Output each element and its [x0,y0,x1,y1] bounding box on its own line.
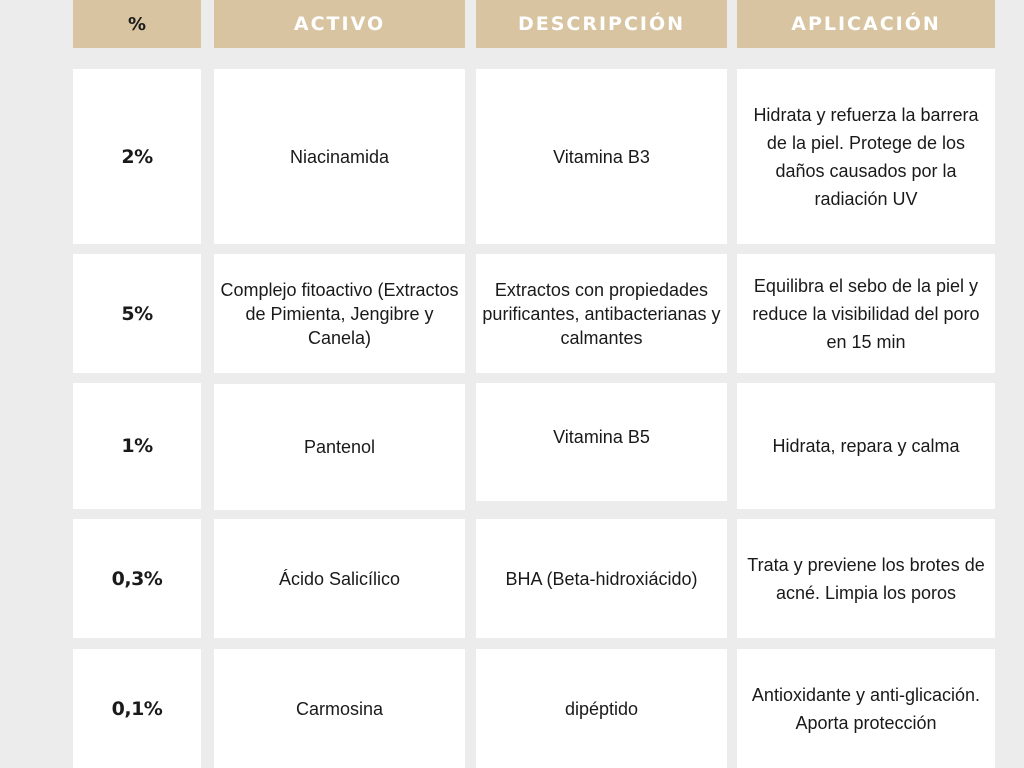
table-cell-descripcion [476,383,727,501]
table-cell-aplicacion [737,254,995,373]
aplicacion-value: Trata y previene los brotes de acné. Limpia los poros [747,554,985,603]
descripcion-value: Vitamina B5 [553,427,650,447]
percent-value: 5% [121,302,153,325]
header-activo-label: ACTIVO [293,13,386,35]
header-aplicacion [737,0,995,48]
table-cell-activo [214,69,465,244]
activo-value: Pantenol [303,437,376,457]
descripcion-value: Vitamina B3 [553,146,650,167]
descripcion-value: BHA (Beta-hidroxiácido) [505,568,698,589]
aplicacion-value: Hidrata, repara y calma [772,436,960,456]
aplicacion-value: Hidrata y refuerza la barrera de la piel. Protege de los daños causados por la radiación UV [753,104,979,209]
aplicacion-value: Equilibra el sebo de la piel y reduce la visibilidad del poro en 15 min [752,275,980,352]
table-cell-activo [214,384,465,510]
percent-value: 2% [121,145,153,168]
descripcion-value: dipéptido [564,698,639,719]
header-descripcion-label: DESCRIPCIÓN [517,13,686,35]
table-cell-percent [73,69,201,244]
table-cell-descripcion [476,649,727,768]
activo-value: Carmosina [295,698,384,719]
activo-value: Complejo fitoactivo (Extractos de Pimienta, Jengibre y Canela) [220,279,459,348]
percent-value: 0,1% [111,697,163,720]
header-percent-label: % [127,13,147,35]
table-cell-percent [73,254,201,373]
table-cell-percent [73,519,201,638]
aplicacion-value: Antioxidante y anti-glicación. Aporta protección [751,684,981,733]
table-cell-aplicacion [737,69,995,244]
table-cell-descripcion [476,519,727,638]
table-cell-activo [214,254,465,373]
table-cell-percent [73,383,201,509]
table-cell-aplicacion [737,383,995,509]
activo-value: Niacinamida [289,146,390,167]
header-activo [214,0,465,48]
activo-value: Ácido Salicílico [278,568,401,589]
table-cell-activo [214,519,465,638]
table-cell-descripcion [476,69,727,244]
percent-value: 1% [121,435,153,457]
header-aplicacion-label: APLICACIÓN [791,13,941,35]
percent-value: 0,3% [111,567,163,590]
table-cell-descripcion [476,254,727,373]
header-percent [73,0,201,48]
table-cell-percent [73,649,201,768]
descripcion-value: Extractos con propiedades purificantes, antibacterianas y calmantes [482,279,721,348]
table-cell-activo [214,649,465,768]
table-cell-aplicacion [737,649,995,768]
header-descripcion [476,0,727,48]
table-cell-aplicacion [737,519,995,638]
